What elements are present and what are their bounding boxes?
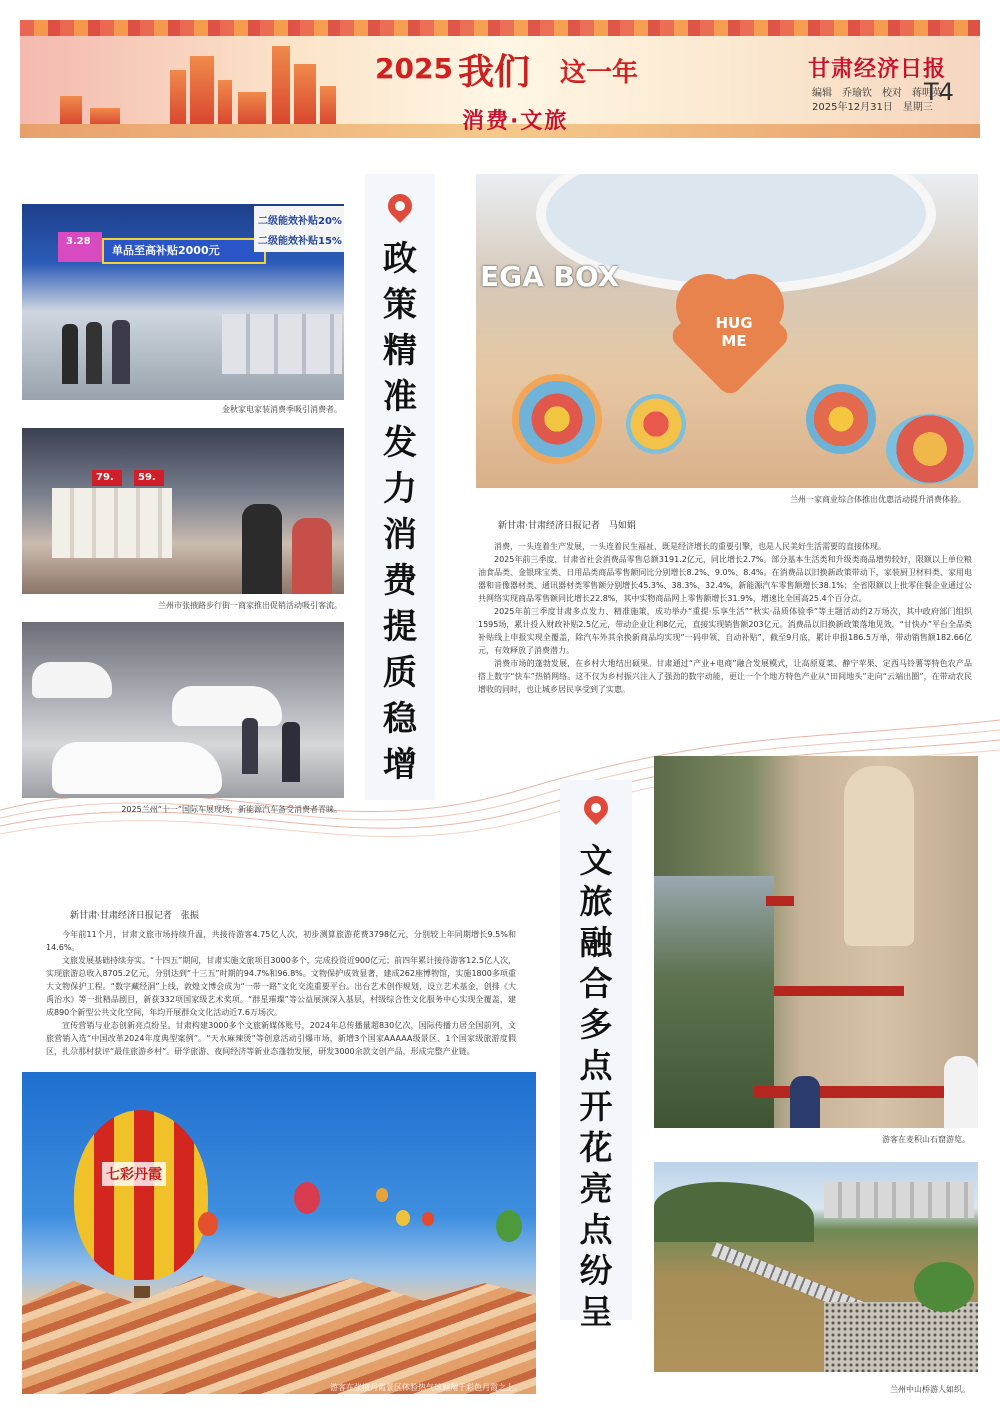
balloon-basket (134, 1286, 150, 1298)
small-balloon (422, 1212, 434, 1226)
poster-text-1: 二级能效补贴20% (258, 216, 342, 227)
car (52, 742, 222, 794)
headline-char: 花 (579, 1128, 613, 1167)
caption-balloon: 游客在张掖丹霞景区体验热气球翱翔于彩色丹霞之上。 (330, 1383, 522, 1392)
clothes-rack (52, 488, 172, 558)
ball-cluster (806, 384, 876, 454)
small-balloon (496, 1210, 522, 1242)
photo-danxia-balloons (22, 1072, 536, 1394)
headline-char: 多 (579, 1005, 613, 1044)
ball-cluster (512, 374, 602, 464)
headline-char: 政 (383, 239, 417, 279)
paper-name: 甘肃经济日报 (808, 56, 947, 82)
city-buildings (824, 1182, 974, 1218)
danxia-mountains (22, 1268, 536, 1394)
photo-maijishan-grottoes (654, 756, 978, 1128)
caption-bridge: 兰州中山桥游人如织。 (890, 1385, 970, 1394)
caption-mall: 兰州一家商业综合体推出优惠活动提升消费体验。 (790, 495, 966, 504)
headline-char: 稳 (383, 699, 417, 739)
headline-char: 提 (383, 607, 417, 647)
red-walkway (774, 986, 904, 996)
shopper (62, 324, 78, 384)
article2-byline: 新甘肃·甘肃经济日报记者 张振 (70, 911, 199, 921)
skyline-building (170, 70, 186, 126)
balloon-text: 七彩丹霞 (102, 1162, 166, 1186)
headline-char: 文 (579, 841, 613, 880)
headline-char: 点 (579, 1210, 613, 1249)
skyline-building (238, 92, 266, 126)
article2-body (46, 928, 516, 1058)
headline-column-consumption (365, 174, 435, 800)
caption-appliance: 金秋家电家装消费季吸引消费者。 (222, 405, 342, 414)
paragraph: 宣传营销与业态创新亮点纷呈。甘肃构建3000多个文旅新媒体账号，2024年总传播量超830亿次，国际传播力居全国前列，文旅营销入选“中国改革2024年度典型案例”。“天水麻辣烫”等创意活动引爆市场，新增3个国家AAAAA级景区、1个国家级旅游度假区，扎尕那村获评“最佳旅游乡村”。研学旅游、夜间经济等新业态蓬勃发展，研发3000余款文创产品，形成完整产业链。 (46, 1021, 516, 1056)
date-sign-text: 3.28 (66, 236, 91, 247)
heart-text: HUG ME (715, 314, 753, 350)
visitor (790, 1076, 820, 1128)
photo-appliance-store (22, 204, 344, 400)
paragraph: 文旅发展基础持续夯实。“十四五”期间，甘肃实施文旅项目3000多个，完成投资近900亿元；前四年累计接待游客12.5亿人次，实现旅游总收入8705.2亿元，分别达到“十三五”时期的94.7%和96.8%。文物保护成效显著，建成262座博物馆，实施1800多项重大文物保护工程。“数字藏经洞”上线，敦煌文博会成为“一带一路”文化交流重要平台。出台艺术创作规划，设立艺术基金，创排《大禹治水》等一批精品剧目，新获332项国家级艺术奖项。“群星璀璨”等公益展演深入基层，村级综合性文化服务中心实现全覆盖，建成890个新型公共文化空间，年均开展群众文化活动近7.6万场次。 (46, 956, 516, 1017)
hill-pagoda (654, 1182, 814, 1242)
shopper (86, 322, 102, 384)
car (172, 686, 282, 726)
headline-char: 准 (383, 377, 417, 417)
shopper (292, 518, 332, 594)
visitor (944, 1056, 978, 1128)
red-walkway (754, 1086, 954, 1098)
headline-char: 精 (383, 331, 417, 371)
price-tag-text: 59. (138, 472, 156, 483)
headline-char: 旅 (579, 882, 613, 921)
small-balloon (198, 1212, 218, 1236)
headline-char: 发 (383, 423, 417, 463)
headline-char: 消 (383, 515, 417, 555)
mall-sign: EGA BOX (480, 260, 620, 293)
headline-char: 点 (579, 1046, 613, 1085)
headline-consumption (365, 236, 435, 788)
skyline-building (320, 86, 336, 126)
photo-mall-atrium (476, 174, 978, 488)
ball-cluster (626, 394, 686, 454)
red-walkway (766, 896, 794, 906)
skyline-building (190, 56, 214, 126)
section-label: 消费·文旅 (462, 109, 569, 134)
skyline-building (272, 46, 290, 126)
headline-char: 力 (383, 469, 417, 509)
small-balloon (376, 1188, 388, 1202)
car (32, 662, 112, 698)
small-balloon (294, 1182, 320, 1214)
paragraph: 2025年前三季度，甘肃省社会消费品零售总额3191.2亿元，同比增长2.7%。部分基本生活类和升级类商品增势较好，限额以上单位粮油食品类、金银珠宝类、日用品类商品零售额同比分别增长8.2%、9.0%、8.4%。在消费品以旧换新政策带动下，家装厨卫材料类、家用电器和音像器材类、通讯器材类零售额分别增长45.3%、38.3%、32.4%，新能源汽车零售额增长38.1%；全省限额以上批零住餐企业通过公共网络实现商品零售额同比增长22.8%，其中实物商品网上零售额增长31.9%，增速比全国高25.4个百分点。 (478, 555, 972, 603)
buddha-statue (844, 766, 914, 946)
headline-char: 纷 (579, 1251, 613, 1290)
headline-char: 亮 (579, 1169, 613, 1208)
paragraph: 2025年前三季度甘肃多点发力、精准施策，成功举办“重提·乐享生活”“秋实·品质体验季”等主题活动约2万场次，其中政府部门组织1595场，累计投入财政补贴2.5亿元，带动企业让利8亿元，直接实现销售额203亿元。消费品以旧换新政策落地见效，“甘快办”平台全品类补贴线上申报实现全覆盖，除汽车外其余换新商品均实现“一码申领、自动补贴”，截至9月底，累计申报186.5万单，带动销售额182.66亿元，有效释放了消费潜力。 (478, 607, 972, 655)
date-line: 2025年12月31日 星期三 (812, 102, 933, 113)
masthead-stripes (20, 20, 980, 36)
headline-char: 策 (383, 285, 417, 325)
caption-maijishan: 游客在麦积山石窟游览。 (882, 1135, 970, 1144)
headline-char: 开 (579, 1087, 613, 1126)
article1-body (478, 540, 972, 696)
article1-byline: 新甘肃·甘肃经济日报记者 马如娟 (498, 521, 636, 531)
banner-text: 单品至高补贴2000元 (112, 244, 220, 257)
visitor (282, 722, 300, 782)
location-pin-icon (579, 791, 613, 825)
photo-auto-show (22, 622, 344, 798)
headline-char: 合 (579, 964, 613, 1003)
shopper (112, 320, 130, 384)
trees (914, 1262, 974, 1312)
ball-cluster (886, 414, 974, 484)
price-tag-text: 79. (96, 472, 114, 483)
paragraph: 消费市场的蓬勃发展，在乡村大地结出硕果。甘肃通过“产业+电商”融合发展模式，让高原夏菜、静宁苹果、定西马铃薯等特色农产品搭上数字“快车”热销网络。这不仅为乡村振兴注入了强劲的数字动能，更让一个个地方特色产业从“田间地头”走向“云端出圈”，在带动农民增收的同时，也让城乡居民享受到了实惠。 (478, 659, 972, 694)
title-main: 我们 (458, 51, 531, 93)
caption-clothing: 兰州市张掖路步行街一商家推出促销活动吸引客流。 (158, 601, 342, 610)
headline-char: 融 (579, 923, 613, 962)
headline-column-culture-tourism (560, 780, 632, 1331)
title-sub: 这一年 (560, 58, 639, 88)
page-number: T4 (924, 78, 954, 106)
headline-char: 费 (383, 561, 417, 601)
title-year: 2025 (375, 52, 453, 85)
photo-zhongshan-bridge (654, 1162, 978, 1372)
shopper (242, 504, 282, 594)
skyline-building (218, 80, 232, 126)
skyline-building (60, 96, 82, 126)
visitor (242, 718, 258, 774)
headline-char: 增 (383, 745, 417, 785)
paragraph: 今年前11个月，甘肃文旅市场持续升温，共接待游客4.75亿人次，初步测算旅游花费3798亿元，分别较上年同期增长9.5%和14.6%。 (46, 930, 516, 952)
headline-char: 质 (383, 653, 417, 693)
editor-line: 编辑 乔瑜钦 校对 蒋明英 (812, 88, 942, 99)
washer-row (222, 314, 342, 374)
caption-autoshow: 2025兰州“十一”国际车展现场，新能源汽车备受消费者青睐。 (121, 805, 342, 814)
headline-char: 呈 (579, 1292, 613, 1331)
skyline-building (294, 64, 316, 126)
paragraph: 消费，一头连着生产发展，一头连着民生福祉，既是经济增长的重要引擎，也是人民美好生活需要的直接体现。 (494, 542, 886, 551)
location-pin-icon (383, 189, 417, 223)
photo-clothing-street (22, 428, 344, 594)
crowd (824, 1302, 978, 1372)
hot-air-balloon (74, 1110, 208, 1280)
small-balloon (396, 1210, 410, 1226)
headline-culture-tourism (560, 840, 632, 1332)
poster-text-2: 二级能效补贴15% (258, 236, 342, 247)
